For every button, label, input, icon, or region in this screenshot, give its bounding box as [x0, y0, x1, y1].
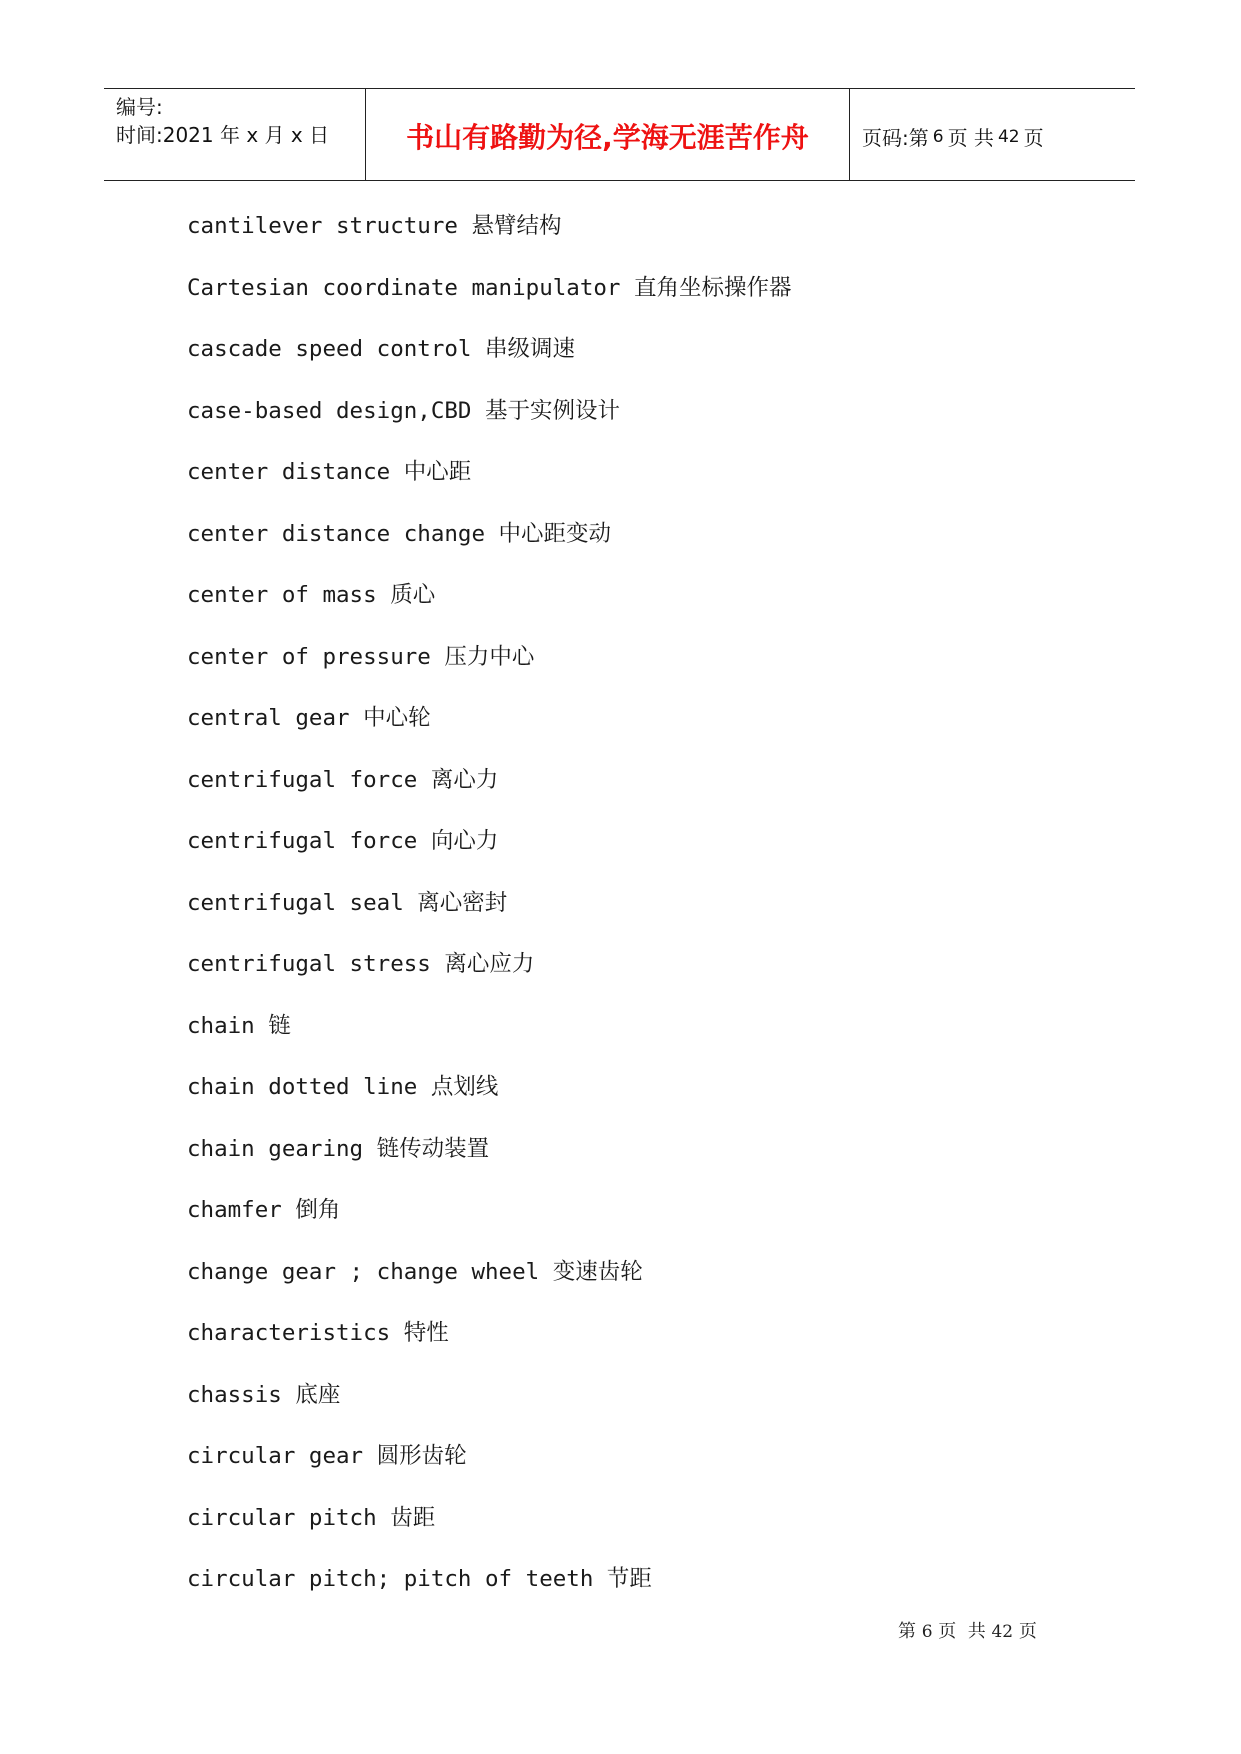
footer-page-current: 6: [921, 1622, 933, 1642]
footer-mid: 页 共: [938, 1621, 986, 1642]
header-page-cell: [850, 89, 1135, 180]
glossary-entry: characteristics 特性: [187, 1320, 449, 1346]
glossary-entry: chassis 底座: [187, 1381, 341, 1408]
glossary-entry: cascade speed control 串级调速: [187, 336, 576, 362]
header-page-prefix: 页码:第: [862, 126, 929, 150]
glossary-entry: circular pitch 齿距: [187, 1504, 436, 1531]
glossary-entry: centrifugal force 离心力: [187, 766, 499, 793]
header-meta-cell: [104, 89, 366, 180]
glossary-entry: cantilever structure 悬臂结构: [187, 213, 562, 239]
header-page-total: 42: [997, 126, 1020, 147]
glossary-entry: center distance change 中心距变动: [187, 520, 612, 547]
footer-prefix: 第: [898, 1621, 916, 1642]
glossary-entry: center of pressure 压力中心: [187, 643, 535, 670]
header-page-suffix: 页: [1023, 126, 1044, 150]
footer-page-total: 42: [991, 1622, 1014, 1642]
time-label: 时间:2021 年 x 月 x 日: [116, 123, 330, 147]
glossary-entry: center distance 中心距: [187, 459, 472, 485]
glossary-entry: circular gear 圆形齿轮: [187, 1443, 467, 1469]
doc-number-label: 编号:: [116, 95, 163, 119]
glossary-entry: centrifugal seal 离心密封: [187, 889, 508, 916]
glossary-entry: chain dotted line 点划线: [187, 1074, 499, 1100]
glossary-entry: change gear ; change wheel 变速齿轮: [187, 1258, 643, 1285]
glossary-entry: circular pitch; pitch of teeth 节距: [187, 1566, 652, 1592]
glossary-entry: chain gearing 链传动装置: [187, 1135, 490, 1162]
glossary-entry: chain 链: [187, 1012, 291, 1039]
page-header: [104, 88, 1135, 181]
glossary-entry: center of mass 质心: [187, 582, 436, 608]
footer-suffix: 页: [1018, 1621, 1037, 1642]
glossary-entry: central gear 中心轮: [187, 705, 431, 731]
glossary-entry: Cartesian coordinate manipulator 直角坐标操作器: [187, 274, 792, 301]
glossary-entry: case-based design,CBD 基于实例设计: [187, 397, 621, 424]
page-footer: [898, 1617, 1037, 1643]
header-page-mid: 页 共: [947, 126, 994, 150]
glossary-entry: chamfer 倒角: [187, 1197, 341, 1223]
header-motto: 书山有路勤为径,学海无涯苦作舟: [406, 120, 809, 154]
header-page-current: 6: [932, 126, 944, 147]
header-motto-cell: [366, 89, 850, 180]
glossary-entry: centrifugal force 向心力: [187, 828, 499, 854]
glossary-entry: centrifugal stress 离心应力: [187, 951, 535, 977]
glossary-list: [187, 206, 792, 1621]
